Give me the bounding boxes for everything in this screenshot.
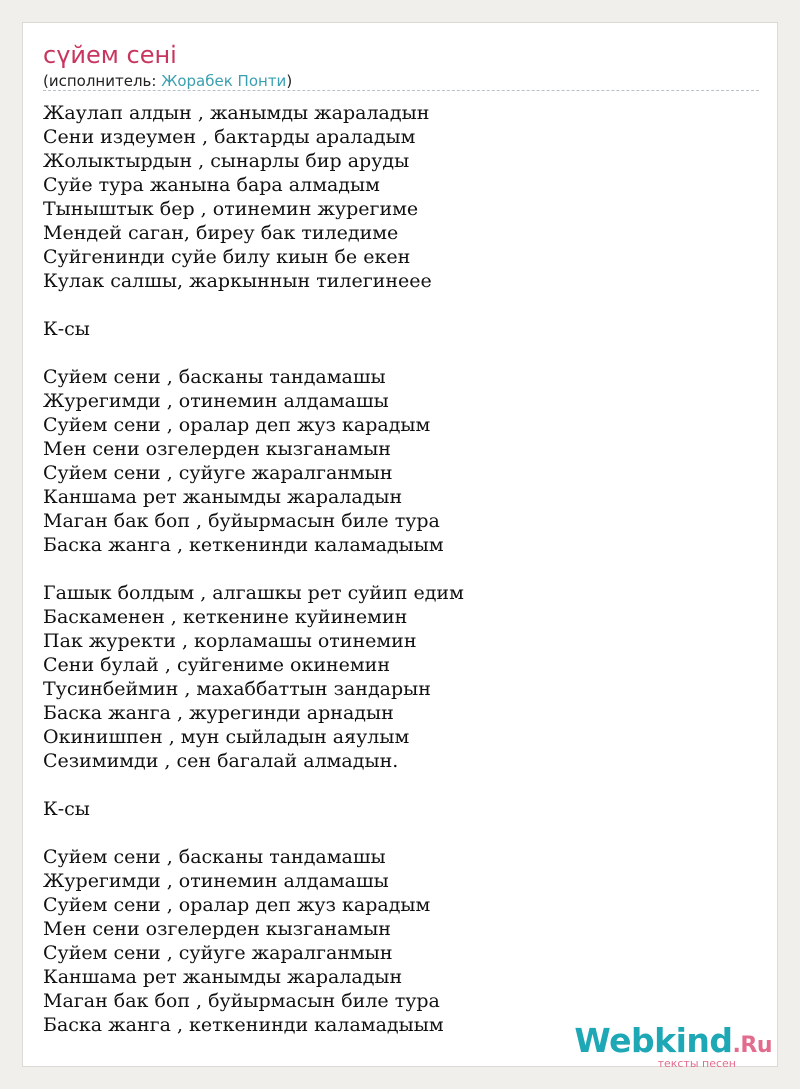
lyric-line: Суйем сени , басканы тандамашы [43,846,386,868]
lyric-line: Суйем сени , суйуге жаралганмын [43,942,393,964]
lyric-line: К-сы [43,798,90,820]
lyric-line: Гашык болдым , алгашкы рет суйип едим [43,582,464,604]
title-divider [43,90,759,91]
lyric-line: Маган бак боп , буйырмасын биле тура [43,990,440,1012]
lyric-line: Суйгенинди суйе билу киын бе екен [43,246,411,268]
artist-line [43,71,292,91]
lyric-line: Мендей саган, биреу бак тиледиме [43,222,399,244]
artist-prefix: (исполнитель: [43,72,162,90]
watermark-brand: Webkind [574,1021,733,1060]
lyric-line: Сени булай , суйгениме окинемин [43,654,391,676]
lyric-line: Каншама рет жанымды жараладын [43,486,403,508]
lyric-line: Журегимди , отинемин алдамашы [43,870,389,892]
lyric-line: Жаулап алдын , жанымды жараладын [43,102,430,124]
lyric-line: Сени издеумен , бактарды араладым [43,126,416,148]
lyric-line: Окинишпен , мун сыйладын аяулым [43,726,410,748]
lyric-line: Жолыктырдын , сынарлы бир аруды [43,150,410,172]
lyric-line: Журегимди , отинемин алдамашы [43,390,389,412]
lyric-line [43,773,759,797]
song-title: сүйем сені [43,41,177,69]
lyric-line: Суйем сени , оралар деп жуз карадым [43,894,431,916]
lyric-line: Суйем сени , оралар деп жуз карадым [43,414,431,436]
lyric-line: Баска жанга , кеткенинди каламадыым [43,534,444,556]
lyric-line: Пак журекти , корламашы отинемин [43,630,417,652]
lyric-line [43,821,759,845]
lyric-line: Суйем сени , суйуге жаралганмын [43,462,393,484]
artist-link[interactable]: Жорабек Понти [161,72,287,90]
lyric-line: Мен сени озгелерден кызганамын [43,918,391,940]
lyric-line [43,341,759,365]
lyric-line [43,557,759,581]
lyric-line: Сезимимди , сен багалай алмадын. [43,750,399,772]
watermark-tagline: тексты песен [657,1057,736,1070]
lyric-line [43,293,759,317]
watermark-logo [574,1021,772,1070]
lyric-line: Баскаменен , кеткенине куйинемин [43,606,408,628]
lyric-line: Маган бак боп , буйырмасын биле тура [43,510,440,532]
artist-suffix: ) [286,72,293,90]
lyric-line: К-сы [43,318,90,340]
lyric-line: Баска жанга , журегинди арнадын [43,702,394,724]
lyrics-body [43,101,759,1037]
lyric-line: Баска жанга , кеткенинди каламадыым [43,1014,444,1036]
lyric-line: Суйе тура жанына бара алмадым [43,174,380,196]
lyric-line: Суйем сени , басканы тандамашы [43,366,386,388]
lyric-line: Мен сени озгелерден кызганамын [43,438,391,460]
lyric-line: Тусинбеймин , махаббаттын зандарын [43,678,431,700]
lyric-line: Каншама рет жанымды жараладын [43,966,403,988]
lyric-line: Кулак салшы, жаркыннын тилегинеее [43,270,432,292]
lyric-line: Тыныштык бер , отинемин журегиме [43,198,419,220]
watermark-tld: .Ru [732,1033,772,1058]
